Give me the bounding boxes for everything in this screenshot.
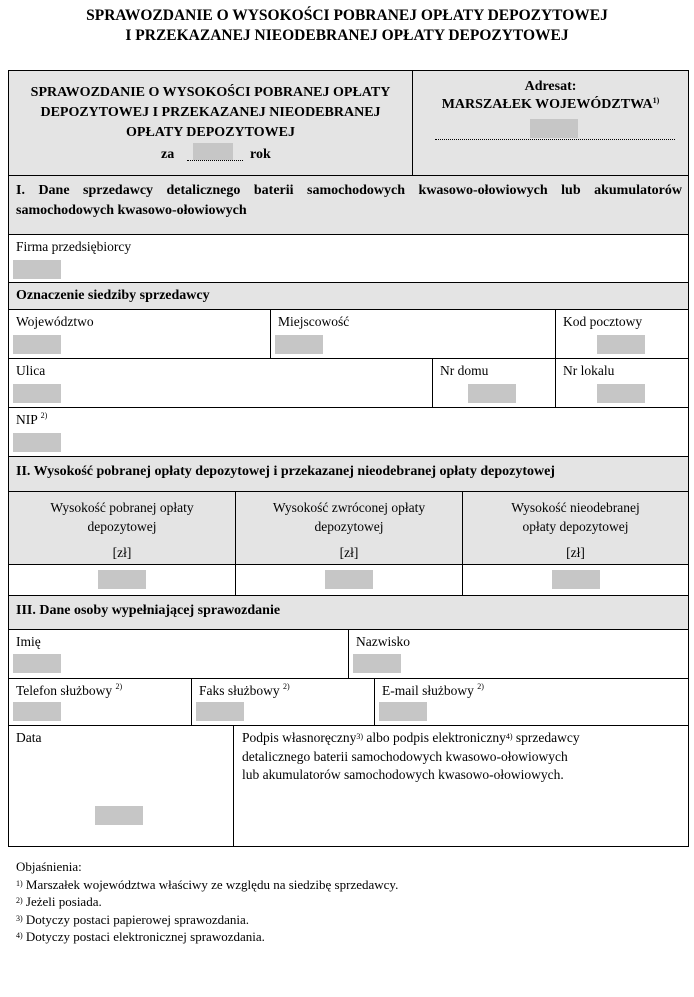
col-pobranej-header: Wysokość pobranej opłaty depozytowej [zł] (8, 491, 236, 565)
form-title-line-1: SPRAWOZDANIE O WYSOKOŚCI POBRANEJ OPŁATY (30, 85, 391, 100)
section-2-heading: II. Wysokość pobranej opłaty depozytowej i przekazanej nieodebranej opłaty depozytowej (16, 464, 555, 479)
ulica-field[interactable] (13, 384, 61, 403)
adresat-label: Adresat: (524, 79, 577, 94)
firma-label: Firma przedsiębiorcy (16, 239, 132, 254)
form-title-line-3: OPŁATY DEPOZYTOWEJ (126, 125, 295, 140)
ulica-label: Ulica (16, 363, 46, 378)
wojewodztwo-cell (8, 309, 271, 359)
note-4: $^{4)}$ Dotyczy postaci elektronicznej sprawozdania. (16, 929, 265, 944)
firma-field[interactable] (13, 260, 61, 279)
nieodebranej-field[interactable] (552, 570, 600, 589)
form-title-line-2: DEPOZYTOWEJ I PRZEKAZANEJ NIEODEBRANEJ (40, 105, 381, 120)
note-3: $^{3)}$ Dotyczy postaci papierowej sprawozdania. (16, 911, 250, 927)
siedziba-heading-cell (8, 282, 689, 310)
imie-label: Imię (16, 634, 41, 649)
ref-1: 1) (652, 96, 660, 105)
telefon-field[interactable] (13, 702, 61, 721)
unit-label: [zł] (566, 545, 585, 560)
year-field[interactable] (193, 143, 233, 160)
adresat-dotted-line (435, 139, 675, 140)
col-zwroconej-header: Wysokość zwróconej opłaty depozytowej [zł] (235, 491, 463, 565)
nip-label: NIP $^{2)}$ (16, 411, 48, 427)
nr-domu-label: Nr domu (440, 363, 489, 378)
data-field[interactable] (95, 806, 143, 825)
email-cell (374, 678, 689, 726)
data-cell (8, 725, 234, 847)
nr-lokalu-field[interactable] (597, 384, 645, 403)
imie-cell (8, 629, 349, 679)
miejscowosc-cell (270, 309, 556, 359)
nr-domu-field[interactable] (468, 384, 516, 403)
adresat-cell (412, 70, 689, 176)
adresat-value: MARSZAŁEK WOJEWÓDZTWA$^{1)}$ (441, 96, 660, 112)
page-title-line-1: SPRAWOZDANIE O WYSOKOŚCI POBRANEJ OPŁATY DEPOZYTOWEJ (86, 7, 608, 24)
kod-label: Kod pocztowy (563, 314, 643, 329)
note-1: $^{1)}$ Marszałek województwa właściwy ze względu na siedzibę sprzedawcy. (16, 876, 399, 892)
section-3-heading-cell (8, 595, 689, 630)
unit-label: [zł] (112, 545, 132, 560)
imie-field[interactable] (13, 654, 61, 673)
ulica-cell (8, 358, 433, 408)
faks-field[interactable] (196, 702, 244, 721)
miejscowosc-label: Miejscowość (278, 314, 350, 329)
unit-label: [zł] (339, 545, 359, 560)
miejscowosc-field[interactable] (275, 335, 323, 354)
faks-label: Faks służbowy $^{2)}$ (199, 682, 290, 698)
rok-label: rok (250, 147, 271, 162)
telefon-label: Telefon służbowy $^{2)}$ (16, 682, 123, 698)
section-1-heading: I. Dane sprzedawcy detalicznego baterii samochodowych kwasowo-ołowiowych lub akumulatorów samochodowych kwasowo-ołowiowych (16, 183, 682, 218)
nazwisko-field[interactable] (353, 654, 401, 673)
nazwisko-label: Nazwisko (356, 634, 410, 649)
wojewodztwo-label: Województwo (16, 314, 94, 329)
ref-2: 2) (40, 411, 48, 420)
faks-cell (191, 678, 375, 726)
nr-domu-cell (432, 358, 556, 408)
wojewodztwo-field[interactable] (13, 335, 61, 354)
podpis-cell (233, 725, 689, 847)
telefon-cell (8, 678, 192, 726)
zwroconej-value-cell (235, 564, 463, 596)
kod-cell (555, 309, 689, 359)
nip-field[interactable] (13, 433, 61, 452)
data-label: Data (16, 730, 42, 745)
wojewodztwo-adresat-field[interactable] (530, 119, 578, 138)
nip-cell (8, 407, 689, 457)
section-1-heading-cell (8, 175, 689, 235)
nr-lokalu-cell (555, 358, 689, 408)
pobranej-value-cell (8, 564, 236, 596)
year-dotted-line (187, 160, 243, 161)
ref-4: 4) (505, 732, 513, 741)
kod-field[interactable] (597, 335, 645, 354)
col-nieodebranej-header: Wysokość nieodebranej opłaty depozytowej [zł] (462, 491, 689, 565)
notes-title: Objaśnienia: (16, 859, 82, 874)
za-label: za (161, 147, 175, 162)
email-field[interactable] (379, 702, 427, 721)
ref-3: 3) (356, 732, 364, 741)
section-3-heading: III. Dane osoby wypełniającej sprawozdanie (16, 603, 281, 618)
nazwisko-cell (348, 629, 689, 679)
podpis-text: Podpis własnoręczny$^{3)}$ albo podpis elektroniczny$^{4)}$ sprzedawcy detalicznego baterii samochodowych kwasowo-ołowiowych lub akumulatorów samochodowych kwasowo-ołowiowych. (242, 730, 580, 782)
section-2-heading-cell (8, 456, 689, 492)
firma-cell (8, 234, 689, 283)
page-title-line-2: I PRZEKAZANEJ NIEODEBRANEJ OPŁATY DEPOZYTOWEJ (125, 27, 569, 44)
zwroconej-field[interactable] (325, 570, 373, 589)
email-label: E-mail służbowy $^{2)}$ (382, 682, 484, 698)
pobranej-field[interactable] (98, 570, 146, 589)
nieodebranej-value-cell (462, 564, 689, 596)
siedziba-heading: Oznaczenie siedziby sprzedawcy (16, 288, 210, 303)
form-title-cell (8, 70, 413, 176)
note-2: $^{2)}$ Jeżeli posiada. (16, 894, 102, 909)
nr-lokalu-label: Nr lokalu (563, 363, 615, 378)
footnotes (16, 858, 398, 946)
